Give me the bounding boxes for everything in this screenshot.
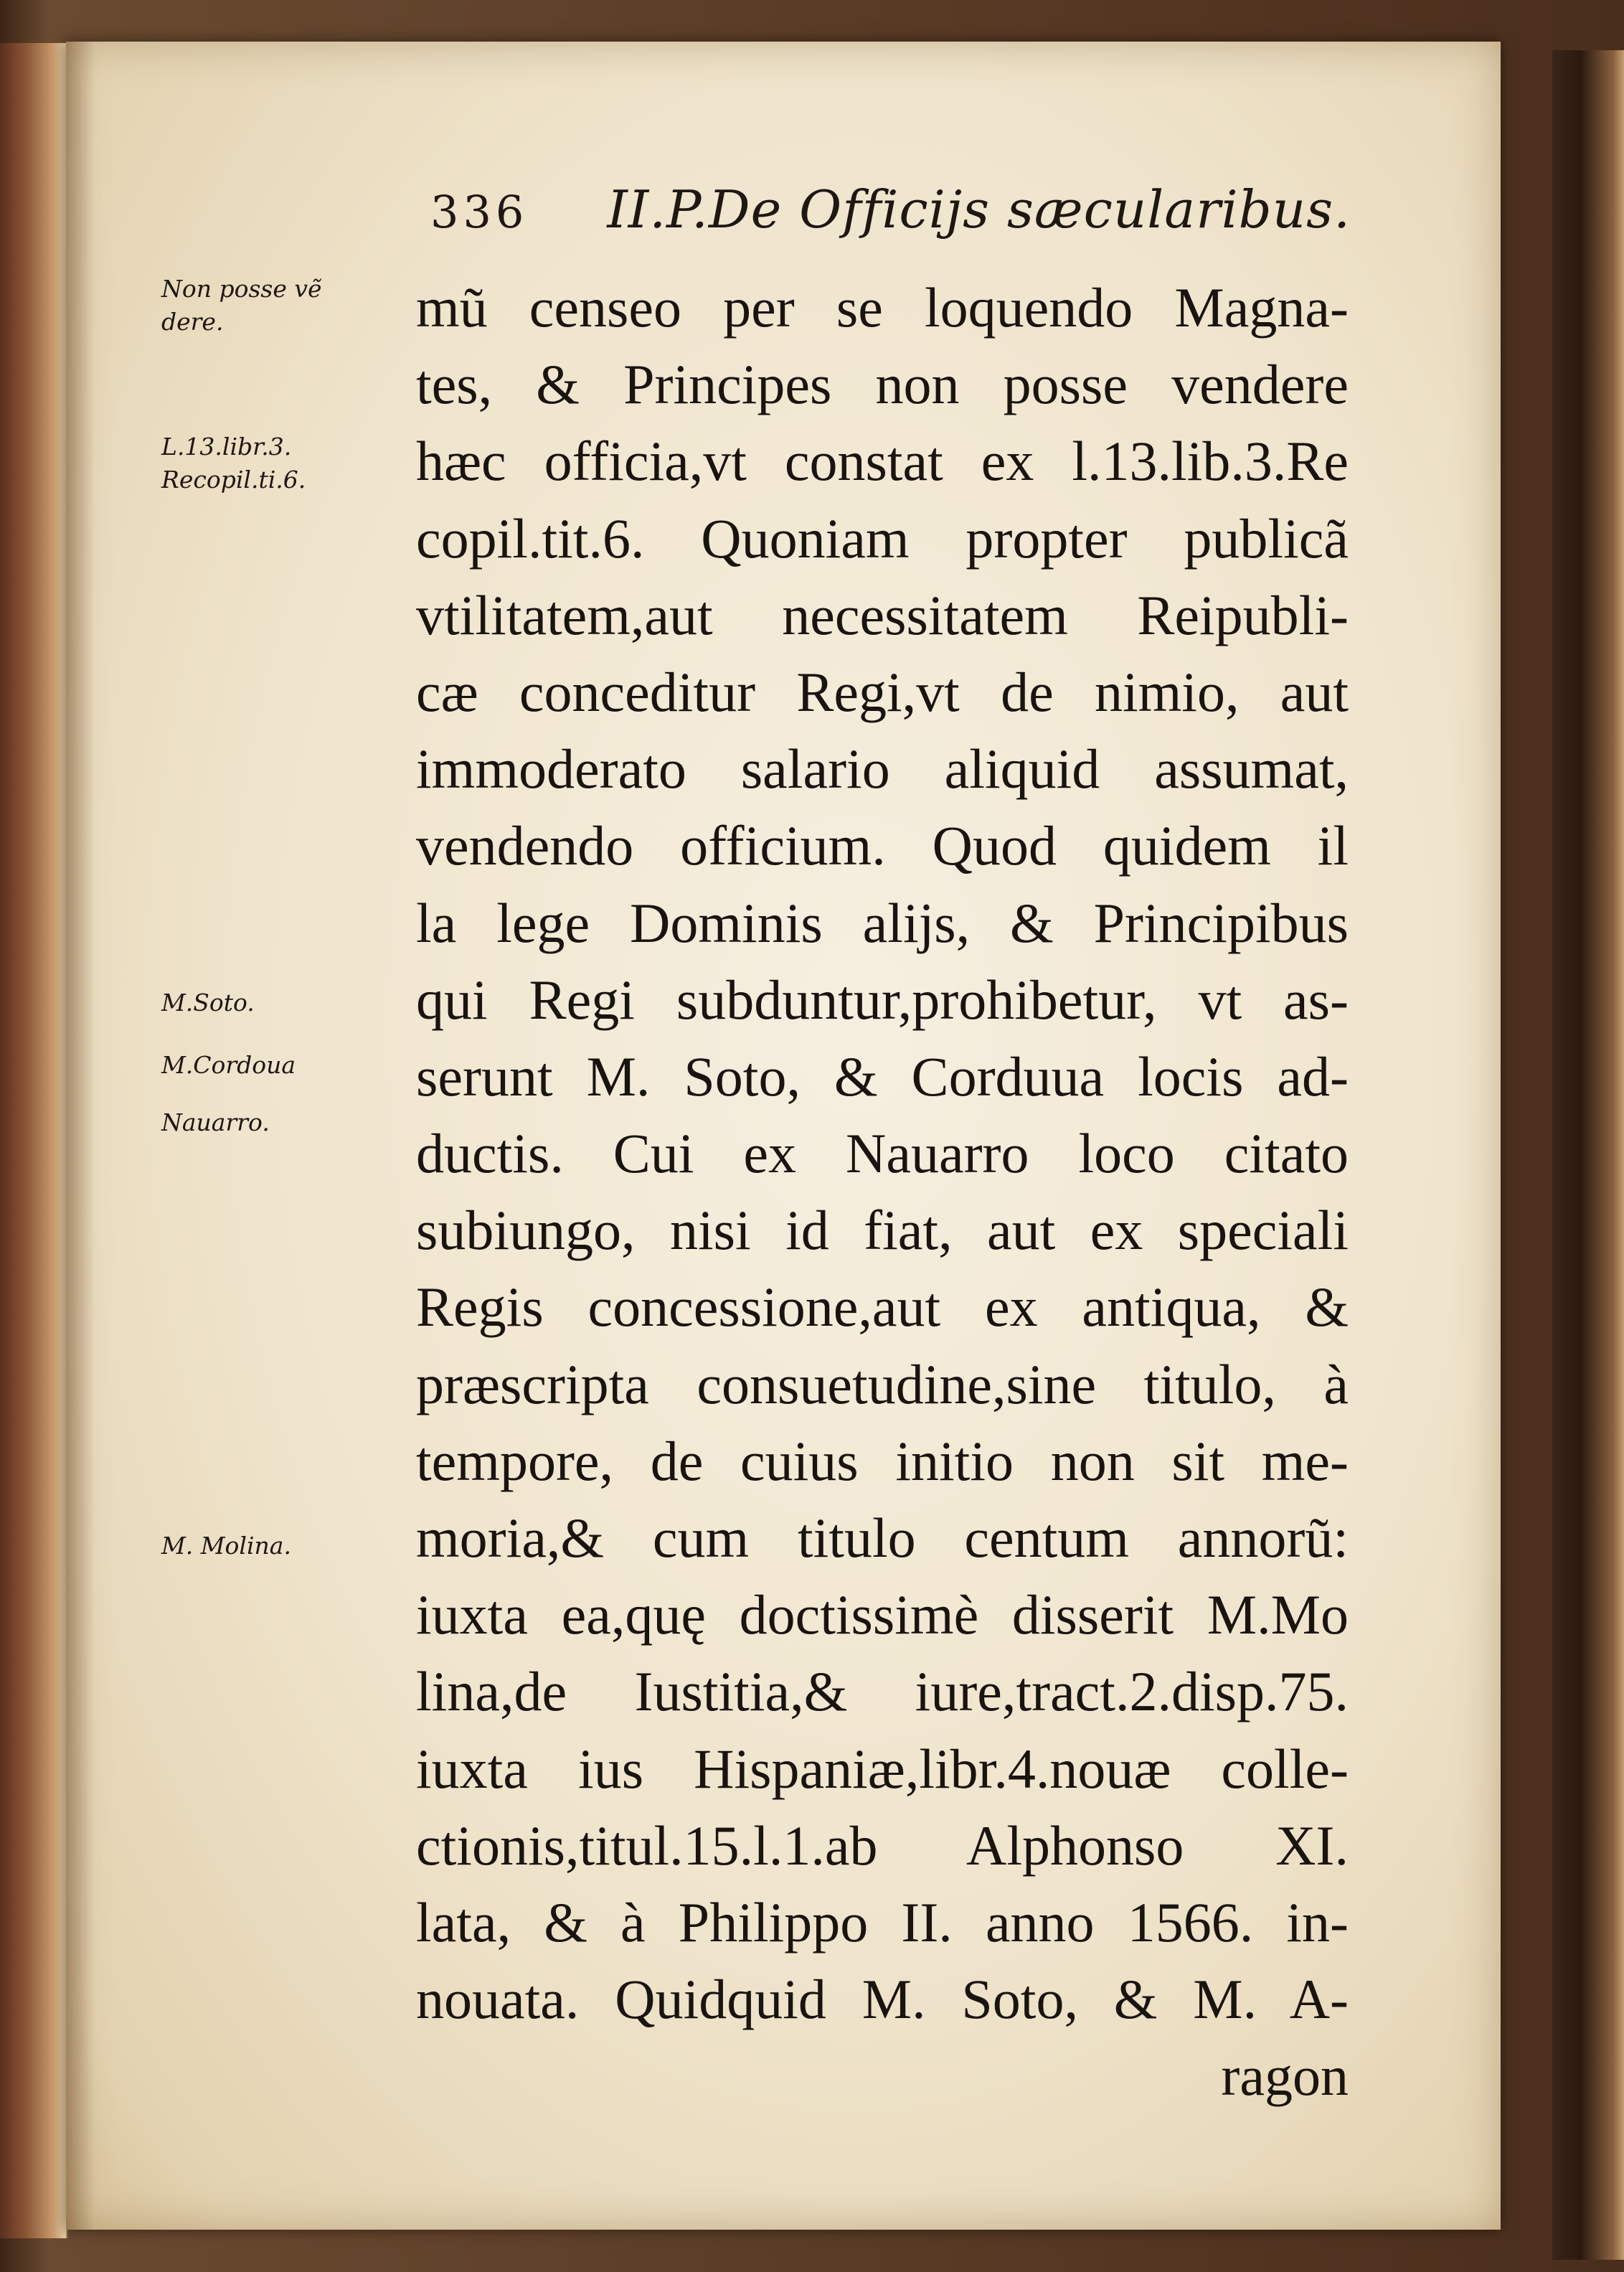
margin-note-cordoua: M.Cordoua (161, 1051, 296, 1079)
text-line: vtilitatem,aut necessitatem Reipubli- (416, 583, 1349, 646)
text-line: serunt M. Soto, & Corduua locis ad- (416, 1045, 1349, 1108)
text-line: vendendo officium. Quod quidem il (416, 814, 1349, 877)
text-line: qui Regi subduntur,prohibetur, vt as- (416, 968, 1349, 1031)
text-line: tempore, de cuius initio non sit me- (416, 1429, 1349, 1492)
text-line: subiungo, nisi id fiat, aut ex speciali (416, 1199, 1349, 1262)
page-number: 336 (430, 186, 529, 238)
text-line: immoderato salario aliquid assumat, (416, 737, 1349, 801)
text-line: copil.tit.6. Quoniam propter publicã (416, 506, 1349, 570)
catchword: ragon (1221, 2045, 1349, 2108)
margin-note-nauarro: Nauarro. (161, 1108, 270, 1136)
text-line: moria,& cum titulo centum annorũ: (416, 1507, 1349, 1569)
next-page-edge (1552, 50, 1624, 2260)
margin-note-soto: M.Soto. (161, 989, 255, 1017)
text-line: ctionis,titul.15.l.1.ab Alphonso XI. (416, 1814, 1349, 1877)
running-title: II.P.De Officijs sæcularibus. (607, 179, 1351, 240)
previous-page-edge (0, 43, 67, 2238)
margin-note-law-citation: L.13.libr.3. Recopil.ti.6. (161, 433, 306, 494)
margin-note-non-posse-vendere: Non posse vẽ dere. (161, 275, 322, 336)
text-line: præscripta consuetudine,sine titulo, à (416, 1352, 1349, 1415)
text-line: lata, & à Philippo II. anno 1566. in- (416, 1890, 1349, 1953)
text-line: mũ censeo per se loquendo Magna- (416, 276, 1349, 339)
text-line: Regis concessione,aut ex antiqua, & (416, 1276, 1349, 1339)
text-line: iuxta ius Hispaniæ,libr.4.nouæ colle- (416, 1737, 1349, 1800)
text-line: cæ conceditur Regi,vt de nimio, aut (416, 660, 1349, 723)
text-line: lina,de Iustitia,& iure,tract.2.disp.75. (416, 1660, 1349, 1723)
text-line: iuxta ea,quę doctissimè disserit M.Mo (416, 1583, 1349, 1646)
main-text-block (416, 269, 1349, 2115)
text-line: ductis. Cui ex Nauarro loco citato (416, 1122, 1349, 1185)
text-line: tes, & Principes non posse vendere (416, 353, 1349, 416)
page-gutter-shadow (66, 42, 95, 2230)
margin-note-molina: M. Molina. (161, 1532, 291, 1560)
margin-notes (161, 0, 420, 2152)
text-line: hæc officia,vt constat ex l.13.lib.3.Re (416, 430, 1349, 493)
text-line: la lege Dominis alijs, & Principibus (416, 891, 1349, 954)
running-head (430, 179, 1351, 251)
text-line: nouata. Quidquid M. Soto, & M. A- (416, 1968, 1349, 2031)
